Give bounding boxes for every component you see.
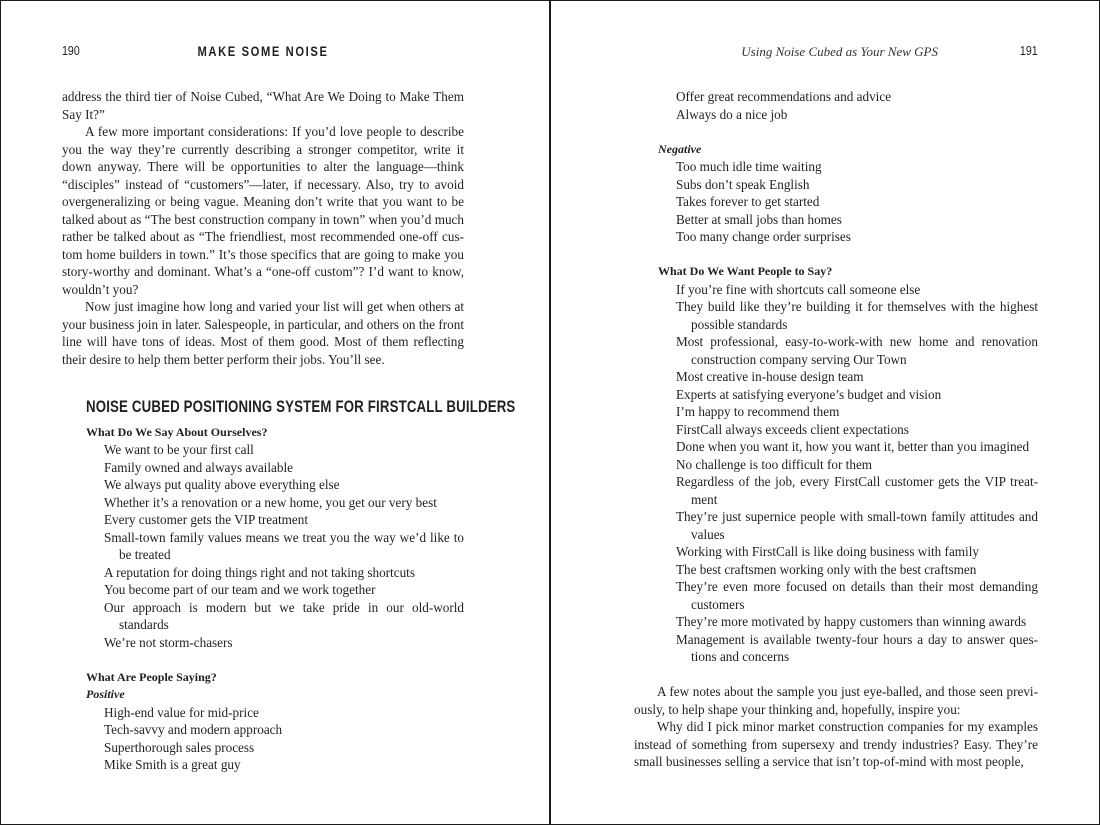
- list-item: Our approach is modern but we take pride in our old-world standards: [104, 599, 464, 632]
- saying-heading: What Are People Saying?: [86, 669, 217, 684]
- list-item: No challenge is too difficult for them: [676, 456, 873, 472]
- list-item: Offer great recommendations and advice: [676, 89, 892, 104]
- list-item: Family owned and always available: [104, 459, 293, 475]
- right-running-head: [634, 43, 1038, 63]
- list-item: You become part of our team and we work together: [104, 582, 376, 597]
- left-page-body: [62, 88, 516, 774]
- list-item: I’m happy to recommend them: [676, 404, 840, 419]
- paragraph: Why did I pick minor market construction companies for my examples instead of something from supersexy and trendy industries? Easy. They’re small businesses selling a service that isn’t top-of-mind with most people,: [634, 719, 1038, 769]
- right-page-number: 191: [1020, 43, 1038, 58]
- list-item: They’re just supernice people with small-town family attitudes and values: [676, 509, 1038, 542]
- list-item: Always do a nice job: [676, 106, 788, 122]
- list-item: Too much idle time waiting: [676, 159, 822, 174]
- gutter-divider: [549, 0, 551, 825]
- list-item: High-end value for mid-price: [104, 704, 259, 720]
- positive-list: [86, 704, 464, 774]
- list-item: Mike Smith is a great guy: [104, 757, 241, 772]
- ourselves-list: [86, 441, 464, 651]
- list-item: Working with FirstCall is like doing business with family: [676, 544, 979, 559]
- list-item: The best craftsmen working only with the best craftsmen: [676, 561, 977, 577]
- left-running-head: [62, 43, 464, 63]
- list-item: Management is available twenty-four hours a day to answer ques-tions and concerns: [676, 631, 1038, 664]
- left-page-number: 190: [62, 43, 80, 58]
- list-item: Small-town family values means we treat you the way we’d like to be treated: [104, 529, 464, 562]
- right-page: [634, 0, 1038, 825]
- section-title: NOISE CUBED POSITIONING SYSTEM FOR FIRSTCALL BUILDERS: [86, 397, 516, 416]
- list-item: They’re even more focused on details than their most demanding customers: [676, 579, 1038, 612]
- left-page: [62, 0, 516, 825]
- list-item: Most professional, easy-to-work-with new home and renovation construction company serving Our Town: [676, 334, 1038, 367]
- paragraph: A few notes about the sample you just eye-balled, and those seen previ-ously, to help shape your thinking and, hopefully, inspire you:: [634, 684, 1038, 717]
- want-heading: What Do We Want People to Say?: [658, 264, 833, 278]
- list-item: We want to be your first call: [104, 442, 254, 457]
- book-title: MAKE SOME NOISE: [197, 43, 329, 59]
- list-item: Most creative in-house design team: [676, 369, 864, 384]
- list-item: Takes forever to get started: [676, 194, 820, 209]
- ourselves-heading: What Do We Say About Ourselves?: [86, 424, 268, 439]
- list-item: They build like they’re building it for themselves with the highest possible standards: [676, 299, 1038, 332]
- positive-label: Positive: [86, 687, 125, 701]
- list-item: Better at small jobs than homes: [676, 211, 842, 227]
- want-list: [634, 281, 1038, 666]
- list-item: They’re more motivated by happy customers than winning awards: [676, 614, 1027, 629]
- list-item: We’re not storm-chasers: [104, 634, 233, 650]
- list-item: Every customer gets the VIP treatment: [104, 512, 308, 527]
- list-item: Whether it’s a renovation or a new home, you get our very best: [104, 494, 437, 510]
- list-item: Experts at satisfying everyone’s budget and vision: [676, 386, 942, 402]
- chapter-title: Using Noise Cubed as Your New GPS: [741, 44, 938, 59]
- list-item: Superthorough sales process: [104, 739, 255, 755]
- list-item: Regardless of the job, every FirstCall customer gets the VIP treat-ment: [676, 474, 1038, 507]
- list-item: FirstCall always exceeds client expectations: [676, 421, 909, 437]
- positive-list-continued: [634, 88, 1038, 123]
- list-item: Done when you want it, how you want it, better than you imagined: [676, 439, 1030, 454]
- positioning-section: [62, 424, 464, 774]
- paragraph: A few more important considerations: If you’d love people to describe you the way they’re currently describing a stronger competitor, write it down anyway. There will be opportunities to alter the language—think “disciples” instead of “customers”—later, if necessary. Also, try to avoid overgeneralizing or being vague. Meaning don’t write that you want to be talked about as “The best construction company in town” when you’d much rather be talked about as “The friendliest, most recommended one-off cus-tom home builders in town.” It’s those specifics that are going to make you story-worthy and dominant. What’s a “one-off custom”? I’d want to know, wouldn’t you?: [62, 124, 464, 297]
- list-item: We always put quality above everything else: [104, 477, 340, 492]
- list-item: Subs don’t speak English: [676, 176, 810, 192]
- list-item: A reputation for doing things right and not taking shortcuts: [104, 564, 415, 580]
- right-page-body: [634, 88, 1038, 771]
- negative-label: Negative: [658, 141, 702, 156]
- paragraph: Now just imagine how long and varied your list will get when others at your business join in later. Salespeople, in particular, and others on the front line will have tons of ideas. Most of them good. Most of them reflecting their desire to help them better perform their jobs. You’ll see.: [62, 299, 464, 367]
- negative-list: [634, 158, 1038, 246]
- list-item: Tech-savvy and modern approach: [104, 722, 283, 737]
- paragraph: address the third tier of Noise Cubed, “What Are We Doing to Make Them Say It?”: [62, 89, 464, 122]
- list-item: If you’re fine with shortcuts call someone else: [676, 281, 921, 297]
- list-item: Too many change order surprises: [676, 229, 851, 244]
